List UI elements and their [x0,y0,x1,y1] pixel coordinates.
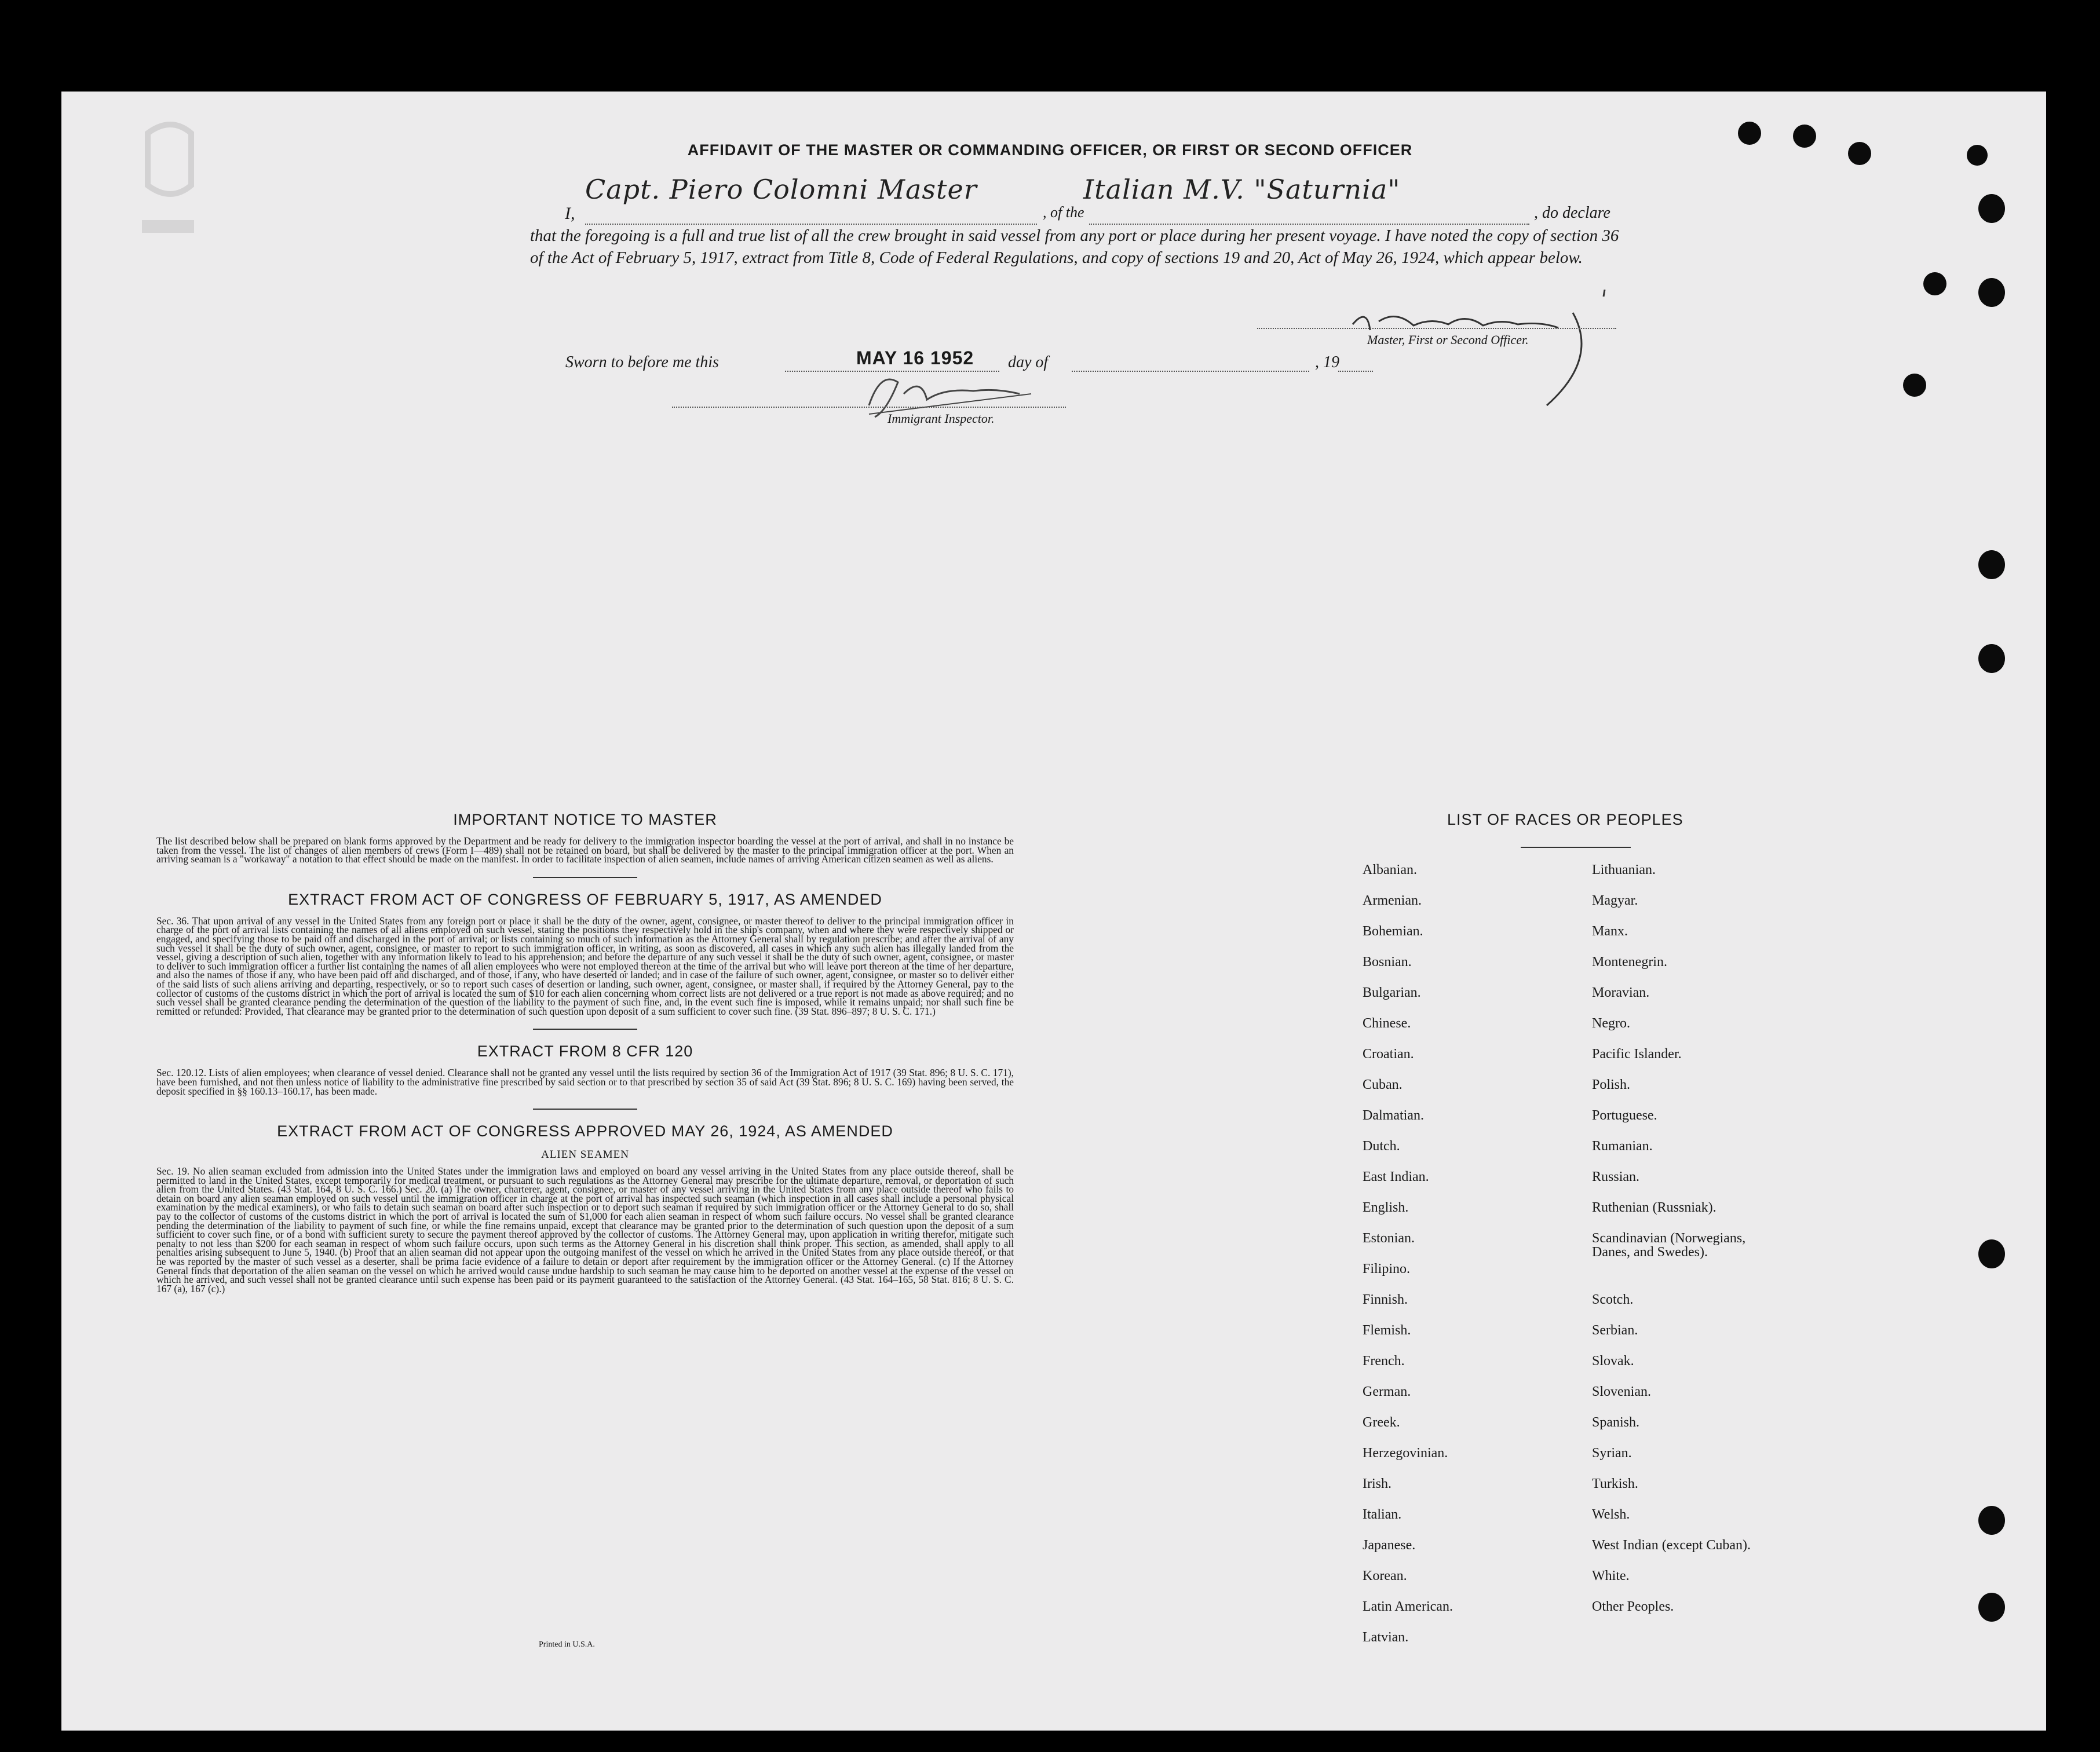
do-declare-text: , do declare [1534,204,1610,222]
race-item: Welsh. [1592,1507,1630,1522]
extract-cfr-heading: EXTRACT FROM 8 CFR 120 [477,1043,693,1060]
race-item: Manx. [1592,924,1628,939]
race-item: Chinese. [1363,1016,1411,1031]
race-item: Slovenian. [1592,1384,1651,1399]
race-item: Dalmatian. [1363,1108,1424,1123]
race-item: Negro. [1592,1016,1630,1031]
race-item: Bohemian. [1363,924,1423,939]
affidavit-title: AFFIDAVIT OF THE MASTER OR COMMANDING OFFICER, OR FIRST OR SECOND OFFICER [687,141,1413,159]
race-item: Flemish. [1363,1323,1411,1338]
extract-1924-heading: EXTRACT FROM ACT OF CONGRESS APPROVED MAY 26, 1924, AS AMENDED [277,1122,893,1140]
year-dotted-line [1338,371,1373,372]
race-item: Portuguese. [1592,1108,1657,1123]
race-item: Korean. [1363,1568,1407,1583]
race-item: Moravian. [1592,985,1650,1000]
extract-cfr-text: Sec. 120.12. Lists of alien employees; when clearance of vessel denied. Clearance shall not be granted any vessel until the lists required by section 36 of the Immigration Act of 1917 (39 Stat. 896; 8 U. S. C. 171), have been furnished, and not then unless notice of liability to the administrative fine prescribed by said section or to that prescribed by section 35 of said Act (39 Stat. 896; 8 U. S. C. 169) having been served, the deposit specified in §§ 160.13–160.17, has been made. [156,1067,1014,1097]
handwritten-vessel-name: Italian M.V. "Saturnia" [1083,174,1401,205]
race-item: Irish. [1363,1476,1392,1491]
race-item: German. [1363,1384,1411,1399]
race-item: Spanish. [1592,1415,1640,1430]
race-item: Croatian. [1363,1047,1414,1062]
inspector-label: Immigrant Inspector. [888,411,995,426]
race-item: Greek. [1363,1415,1400,1430]
inspector-line [672,407,1066,408]
master-signature [1344,290,1616,417]
race-item: Slovak. [1592,1354,1634,1369]
faded-stamp-mark [136,116,200,255]
printed-in-usa: Printed in U.S.A. [539,1640,595,1649]
of-the-text: , of the [1043,204,1084,221]
alien-seamen-subheading: ALIEN SEAMEN [541,1149,629,1161]
month-dotted-line [1072,371,1309,372]
handwritten-master-name: Capt. Piero Colomni Master [585,174,977,205]
race-item: Herzegovinian. [1363,1446,1448,1461]
day-of-text: day of [1008,353,1049,371]
race-item: Polish. [1592,1077,1631,1092]
race-item: Dutch. [1363,1139,1400,1154]
race-item: Cuban. [1363,1077,1403,1092]
extract-1917-text: Sec. 36. That upon arrival of any vessel in the United States from any foreign port or place it shall be the duty of the owner, agent, consignee, or master thereof to deliver to the principal immigration officer in charge of the port of arrival lists containing the names of all aliens employed on such vessel, stating the positions they respectively hold in the ship's company, when and where they were respectively shipped or engaged, and specifying those to be paid off and discharged in the port of arrival; or lists containing so much of such information as the Attorney General shall by regulation prescribe; and after the arrival of any such vessel it shall be the duty of such owner, agent, consignee, or master to report to such immigration officer, in writing, as soon as discovered, all cases in which any such alien has illegally landed from the vessel, giving a description of such alien, together with any information likely to lead to his apprehension; and before the departure of any such vessel it shall be the duty of such owner, agent, consignee, or master to deliver to such immigration officer a further list containing the names of all alien employees who were not employed thereon at the time of the arrival but who will leave port thereon at the time of her departure, and also the names of those if any, who have been paid off and discharged, and of those, if any, who have deserted or landed; and in case of the failure of such owner, agent, consignee, or master so to deliver either of the said lists of such aliens arriving and departing, respectively, or so to report such cases of desertion or landing, such owner, agent, consignee, or master shall, if required by the Attorney General, pay to the collector of customs of the customs district in which the port of arrival is located the sum of $10 for each alien concerning whom correct lists are not delivered or a true report is not made as above required; and no such vessel shall be granted clearance pending the determination of the question of the liability to the payment of such fine, and, in the event such fine is imposed, while it remains unpaid; nor shall such fine be remitted or refunded: Provided, That clearance may be granted prior to the determination of such question upon deposit of a sum sufficient to cover such fine. (39 Stat. 896–897; 8 U. S. C. 171.) [156,915,1014,1017]
race-item: West Indian (except Cuban). [1592,1538,1751,1553]
race-item: Bosnian. [1363,954,1412,970]
notice-heading: IMPORTANT NOTICE TO MASTER [453,811,717,828]
punch-hole [1978,550,2005,579]
race-item: Bulgarian. [1363,985,1421,1000]
race-item: Japanese. [1363,1538,1416,1553]
punch-hole [1903,374,1926,397]
race-item: Pacific Islander. [1592,1047,1682,1062]
signature-line [1257,328,1616,329]
race-item: Rumanian. [1592,1139,1653,1154]
notice-section [156,811,1014,1293]
divider [533,877,637,878]
races-heading: LIST OF RACES OR PEOPLES [1447,811,1683,828]
extract-1924-text: Sec. 19. No alien seaman excluded from admission into the United States under the immigration laws and employed on board any vessel arriving in the United States from any place outside thereof, shall be permitted to land in the United States, except temporarily for medical treatment, or pursuant to such regulations as the Attorney General may prescribe for the ultimate departure, removal, or deportation of such alien from the United States. (43 Stat. 164, 8 U. S. C. 166.) Sec. 20. (a) The owner, charterer, agent, consignee, or master of any vessel arriving in the United States from any place outside thereof who fails to detain on board any alien seaman employed on such vessel until the immigration officer in charge at the port of arrival has inspected such seaman (which inspection in all cases shall include a personal physical examination by the medical examiners), or who fails to detain such seaman on board after such inspection or to deport such seaman if required by such immigration officer or the Attorney General to do so, shall pay to the collector of customs of the customs district in which the port of arrival is located the sum of $1,000 for each alien seaman in respect of whom such failure occurs. No vessel shall be granted clearance pending the determination of the liability to payment of such fine, or while the fine remains unpaid, except that clearance may be granted prior to the determination of such question upon the deposit of a sum sufficient to cover such fine, or of a bond with sufficient surety to secure the payment thereof approved by the collector of customs. The Attorney General may, upon application in writing therefor, mitigate such penalty to not less than $200 for each seaman in respect of whom such failure occurs, upon such terms as the Attorney General in his discretion shall think proper. This section, as amended, shall apply to all penalties arising subsequent to June 5, 1940. (b) Proof that an alien seaman did not appear upon the outgoing manifest of the vessel on which he arrived in the United States from any place outside thereof, or that he was reported by the master of such vessel as a deserter, shall be prima facie evidence of a failure to detain or deport after requirement by the immigration officer or the Attorney General. (c) If the Attorney General finds that deportation of the alien seaman on the vessel on which he arrived would cause undue hardship to such seaman he may cause him to be deported on another vessel at the expense of the vessel on which he arrived, and such vessel shall not be granted clearance until such expense has been paid or its payment guaranteed to the satisfaction of the Attorney General. (43 Stat. 164–165, 58 Stat. 816; 8 U. S. C. 167 (a), 167 (c).) [156,1165,1014,1294]
race-item: Ruthenian (Russniak). [1592,1200,1716,1215]
race-item: Italian. [1363,1507,1402,1522]
race-item: Syrian. [1592,1446,1632,1461]
punch-hole [1978,1239,2005,1268]
declaration-body: that the foregoing is a full and true list of all the crew brought in said vessel from any port or place during her present voyage. I have noted the copy of section 36 of the Act of February 5, 1917, extract from Title 8, Code of Federal Regulations, and copy of sections 19 and 20, Act of May 26, 1924, which appear below. [530,226,1619,267]
race-item: Scotch. [1592,1292,1634,1307]
punch-hole [1923,272,1946,295]
races-divider [1521,847,1631,848]
race-item: Scandinavian (Norwegians, Danes, and Swedes). [1592,1231,1746,1260]
race-item: East Indian. [1363,1169,1429,1184]
race-item: Montenegrin. [1592,954,1667,970]
race-item: English. [1363,1200,1409,1215]
race-item: Armenian. [1363,893,1422,908]
sworn-text: Sworn to before me this [565,353,719,371]
notice-text: The list described below shall be prepared on blank forms approved by the Department and be ready for delivery to the immigration inspector boarding the vessel at the port of arrival, and shall in no instance be taken from the vessel. The list of changes of alien members of crews (Form I—489) shall not be retained on board, but shall be delivered by the master to the principal immigration officer at the port. When an arriving seaman is a "workaway" a notation to that effect should be made on the manifest. In order to facilitate inspection of alien seamen, include names of arriving American citizen seamen as well as aliens. [156,835,1014,865]
race-item: Lithuanian. [1592,862,1656,877]
race-item: Russian. [1592,1169,1640,1184]
divider [533,1029,637,1030]
race-item: Estonian. [1363,1231,1415,1246]
race-item: Serbian. [1592,1323,1638,1338]
punch-hole [1978,1506,2005,1535]
punch-hole [1978,194,2005,223]
race-item: Other Peoples. [1592,1599,1674,1614]
race-item: Albanian. [1363,862,1417,877]
race-item: Magyar. [1592,893,1638,908]
punch-hole [1978,644,2005,673]
signature-label: Master, First or Second Officer. [1367,332,1529,347]
punch-hole [1978,278,2005,307]
date-stamp: MAY 16 1952 [856,348,974,368]
race-item: White. [1592,1568,1630,1583]
punch-hole [1978,1593,2005,1622]
race-item: Finnish. [1363,1292,1408,1307]
year-prefix: , 19 [1315,353,1339,371]
divider [533,1109,637,1110]
race-item: Filipino. [1363,1261,1411,1276]
race-item: Turkish. [1592,1476,1638,1491]
race-item: Latin American. [1363,1599,1453,1614]
declaration-pronoun: I, [565,204,575,223]
race-item: Latvian. [1363,1630,1409,1645]
race-item: French. [1363,1354,1405,1369]
extract-1917-heading: EXTRACT FROM ACT OF CONGRESS OF FEBRUARY 5, 1917, AS AMENDED [288,890,882,908]
